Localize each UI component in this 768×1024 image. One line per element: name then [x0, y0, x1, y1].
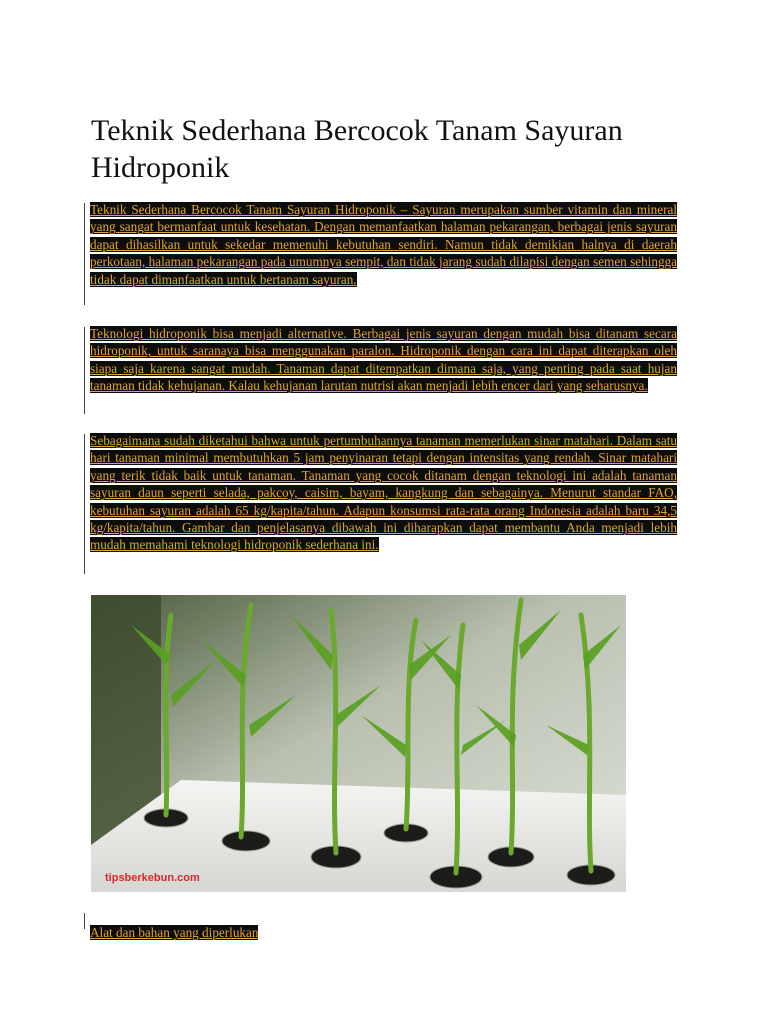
section-caption: [90, 924, 258, 941]
image-watermark: tipsberkebun.com: [105, 872, 200, 884]
hydroponic-plants-photo: [91, 595, 626, 892]
caption-link[interactable]: Alat dan bahan yang diperlukan: [90, 925, 259, 941]
change-bar: [84, 434, 85, 574]
paragraph-2-link[interactable]: Teknologi hidroponik bisa menjadi alternative. Berbagai jenis sayuran dengan mudah bisa ditanam secara hidroponik, untuk saranaya bisa menggunakan paralon. Hidroponik dengan cara ini dapat diterapkan oleh siapa saja karena sangat mudah. Tanaman dapat ditempatkan dimana saja, yang penting pada saat hujan tanaman tidak kehujanan. Kalau kehujanan larutan nutrisi akan menjadi lebih encer dari yang seharusnya.: [90, 326, 677, 394]
paragraph-3: [90, 432, 677, 554]
change-bar: [84, 913, 85, 929]
page-title: Teknik Sederhana Bercocok Tanam Sayuran Hidroponik: [91, 114, 623, 184]
paragraph-2: [90, 325, 677, 395]
paragraph-3-link[interactable]: Sebagaimana sudah diketahui bahwa untuk pertumbuhannya tanaman memerlukan sinar matahari. Dalam satu hari tanaman minimal membutuhkan 5 jam penyinaran tetapi dengan intensitas yang rendah. Sinar matahari yang terik tidak baik untuk tanaman. Tanaman yang cocok ditanam dengan teknologi ini adalah tanaman sayuran daun seperti selada, pakcoy, caisim, bayam, kangkung dan sebagainya. Menurut standar FAO, kebutuhan sayuran adalah 65 kg/kapita/tahun. Adapun konsumsi rata-rata orang Indonesia adalah baru 34,5 kg/kapita/tahun. Gambar dan penjelasanya dibawah ini diharapkan dapat membantu Anda menjadi lebih mudah memahami teknologi hidroponik sederhana ini.: [90, 433, 677, 553]
hydroponic-plants-illustration: [91, 595, 626, 892]
change-bar: [84, 327, 85, 414]
change-bar: [84, 203, 85, 305]
paragraph-1-link[interactable]: Teknik Sederhana Bercocok Tanam Sayuran Hidroponik – Sayuran merupakan sumber vitamin dan mineral yang sangat bermanfaat untuk kesehatan. Dengan memanfaatkan halaman pekarangan, berbagai jenis sayuran dapat dihasilkan untuk sekedar memenuhi kebutuhan sendiri. Namun tidak demikian halnya di daerah perkotaan, halaman pekarangan pada umumnya sempit, dan tidak jarang sudah dilapisi dengan semen sehingga tidak dapat dimanfaatkan untuk bertanam sayuran.: [90, 202, 677, 287]
paragraph-1: [90, 201, 677, 288]
